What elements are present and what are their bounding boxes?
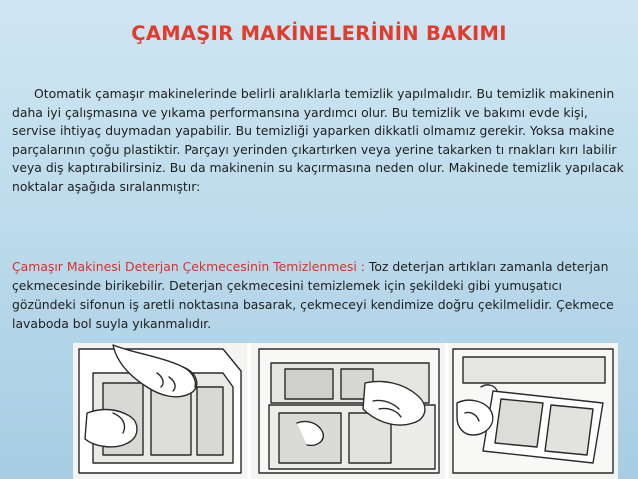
section-paragraph (12, 257, 626, 333)
panel-press-siphon (79, 345, 241, 473)
panel-pull-drawer (259, 349, 439, 473)
section-heading: Çamaşır Makinesi Deterjan Çekmecesinin Temizlenmesi : (12, 259, 369, 274)
section-body: Toz deterjan artıkları zamanla deterjan çekmecesinde birikebilir. Deterjan çekmecesini temizlemek için şekildeki gibi yumuşatıcı gözündeki sifonun iş aretli noktasına basarak, çekmeceyi kendimize doğru çekilmelidir. Çekmece lavaboda bol suyla yıkanmalıdır. (12, 259, 614, 331)
panel-drawer-removed (453, 349, 613, 473)
intro-paragraph: Otomatik çamaşır makinelerinde belirli aralıklarla temizlik yapılmalıdır. Bu temizlik makinenin daha iyi çalışmasına ve yıkama performansına yardımcı olur. Bu temizlik ve bakımı evde kişi, servise ihtiyaç duymadan yapabilir. Bu temizliği yaparken dikkatli olmamız gerekir. Yoksa makine parçalarının çoğu plastiktir. Parçayı yerinden çıkartırken veya yerine takarken tı rnakları kırı labilir veya diş kaptırabilirsiniz. Bu da makinenin su kaçırmasına neden olur. Makinede temizlik yapılacak noktalar aşağıda sıralanmıştır: (12, 86, 624, 194)
slide-title: ÇAMAŞIR MAKİNELERİNİN BAKIMI (131, 22, 507, 45)
detergent-drawer-illustration-icon (73, 343, 618, 479)
